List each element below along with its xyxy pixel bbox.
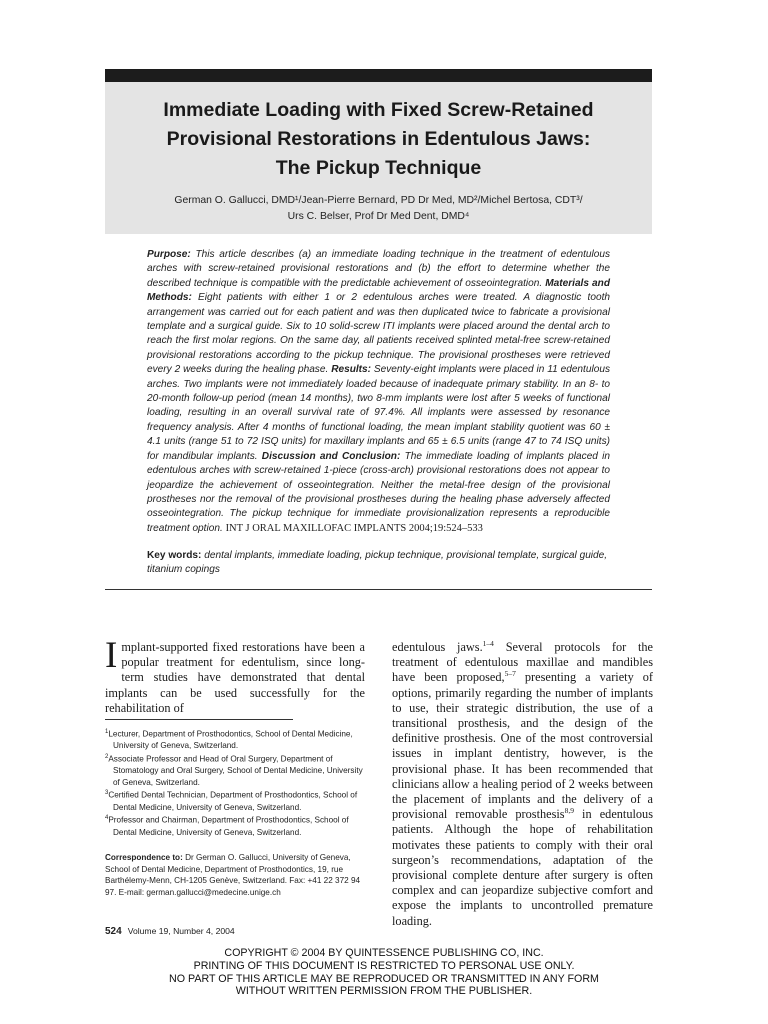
methods-label: Materials and Methods: [147,277,610,304]
section-divider [105,589,652,590]
journal-reference: INT J ORAL MAXILLOFAC IMPLANTS 2004;19:524–533 [225,522,483,534]
footnote [105,813,367,838]
results-text: Seventy-eight implants were placed in 11 edentulous arches. Two implants were not immediately loaded because of inadequate primary stability. In an 8- to 20-month follow-up period (mean 14 months), two 8-mm implants were lost after 5 weeks of functional loading, resulting in an overall survival rate of 97.4%. All implants were assessed by resonance frequency analysis. After 4 months of functional loading, the mean implant stability quotient was 60 ± 4.1 units (range 51 to 72 ISQ units) for maxillary implants and 65 ± 6.5 units (range 47 to 74 ISQ units) for mandibular implants. [147,364,610,462]
keywords-text: dental implants, immediate loading, pickup technique, provisional template, surgical guide, titanium copings [147,550,608,576]
abstract [147,248,610,536]
correspondence [105,852,367,898]
results-label: Results: [331,364,372,376]
citation: 8,9 [564,806,574,816]
author-list [105,193,652,225]
footnote-number: 3 [105,790,109,797]
correspondence-text: Dr German O. Gallucci, University of Geneva, School of Dental Medicine, Department of Prosthodontics, 19, rue Barthélemy-Menn, CH-1205 Genève, Switzerland. Fax: +41 22 372 94 97. E-mail: german.gallucci@medecine.unige.ch [105,853,361,897]
footnote [105,788,367,813]
body-text: presenting a variety of options, primarily regarding the number of implants to use, their strategic distribution, the use of a transitional prosthesis, and the design of the definitive prosthesis. One of the most controversial issues in implant dentistry, however, is the provisional phase. It has been recommended that clinicians allow a healing period of 2 weeks between the placement of implants and the delivery of a provisional removable prosthesis [392,670,653,822]
page-number: 524 [105,926,122,937]
body-text: Several protocols for the treatment of edentulous maxillae and mandibles have been proposed, [392,640,654,685]
drop-cap: I [105,635,118,676]
footnote-text: Lecturer, Department of Prosthodontics, School of Dental Medicine, University of Geneva, Switzerland. [108,729,353,751]
authors-line: German O. Gallucci, DMD¹/Jean-Pierre Bernard, PD Dr Med, MD²/Michel Bertosa, CDT³/ [174,195,583,206]
body-column-left [105,635,365,716]
copyright-line: NO PART OF THIS ARTICLE MAY BE REPRODUCED OR TRANSMITTED IN ANY FORM [169,972,599,985]
footnote-number: 1 [105,729,109,735]
footnote [105,752,367,789]
copyright-notice [0,947,768,998]
keywords-label: Key words: [147,550,202,561]
copyright-line: COPYRIGHT © 2004 BY QUINTESSENCE PUBLISHING CO, INC. [224,947,544,959]
keywords [147,549,610,578]
page-footer [105,926,235,937]
title-line: Immediate Loading with Fixed Screw-Retained [163,99,594,121]
footnote-number: 4 [105,815,109,822]
citation: 1–4 [482,638,494,648]
body-column-right [392,640,653,929]
authors-line: Urs C. Belser, Prof Dr Med Dent, DMD⁴ [287,211,470,222]
footnote-text: Professor and Chairman, Department of Prosthodontics, School of Dental Medicine, University of Geneva, Switzerland. [108,816,349,837]
footnotes [105,727,367,838]
purpose-text: This article describes (a) an immediate loading technique in the treatment of edentulous arches with screw-retained provisional restorations and (b) the effort to determine whether the described technique is compatible with the predictable achievement of osseointegration. [147,249,610,289]
footnote-text: Certified Dental Technician, Department of Prosthodontics, School of Dental Medicine, University of Geneva, Switzerland. [108,791,358,812]
citation: 5–7 [504,669,516,679]
purpose-label: Purpose: [147,249,191,260]
body-text: in edentulous patients. Although the hope of rehabilitation motivates these patients to comply with their oral surgeon’s recommendations, adaptation of the provisional complete denture after surgery is often complex and can jeopardize subjective comfort and expose the implants to uncontrolled premature loading. [392,807,653,928]
copyright-line: WITHOUT WRITTEN PERMISSION FROM THE PUBLISHER. [235,985,533,998]
title-line: Provisional Restorations in Edentulous Jaws: [166,128,591,150]
footnote-text: Associate Professor and Head of Oral Surgery, Department of Stomatology and Oral Surgery, School of Dental Medicine, University of Geneva, Switzerland. [108,754,363,787]
header-bar [105,69,652,82]
discussion-text: The immediate loading of implants placed in edentulous arches with screw-retained 1-piece (cross-arch) provisional restorations does not appear to jeopardize the achievement of osseointegration. Neither the metal-free design of the provisional prostheses nor the removal of the provisional prostheses during the healing phase adversely affected osseointegration. The pickup technique for immediate provisionalization represents a reproducible treatment option. [147,450,611,534]
volume-info: Volume 19, Number 4, 2004 [127,926,235,936]
article-title [105,82,652,183]
title-block [105,82,652,234]
copyright-line: PRINTING OF THIS DOCUMENT IS RESTRICTED TO PERSONAL USE ONLY. [193,959,575,972]
correspondence-label: Correspondence to: [105,853,183,862]
body-text: edentulous jaws. [392,640,483,654]
footnote-divider [105,719,293,720]
footnote-number: 2 [105,753,109,760]
body-paragraph: mplant-supported fixed restorations have been a popular treatment for edentulism, since long-term studies have demonstrated that dental implants can be used successfully for the rehabilitation of [105,640,365,715]
title-line: The Pickup Technique [275,157,482,179]
footnote [105,727,367,752]
methods-text: Eight patients with either 1 or 2 edentulous arches were treated. A diagnostic tooth arrangement was carried out for each patient and was then duplicated twice to fabricate a provisional template and a surgical guide. Six to 10 solid-screw ITI implants were placed around the dental arch to reach the first molar regions. On the same day, all patients received splinted metal-free screw-retained provisional restorations according to the pickup technique. The provisional prostheses were retrieved every 2 weeks during the healing phase. [147,292,610,376]
discussion-label: Discussion and Conclusion: [261,450,401,462]
